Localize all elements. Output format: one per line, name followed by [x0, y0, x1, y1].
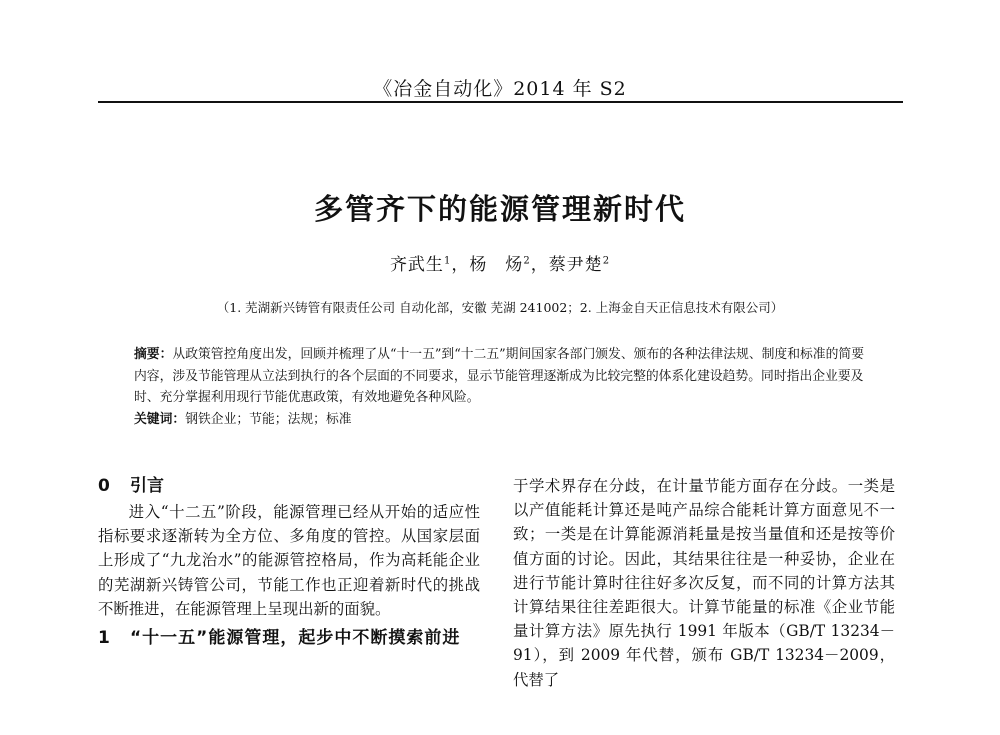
right-column — [513, 474, 895, 692]
keywords-text: 钢铁企业；节能；法规；标准 — [185, 412, 352, 427]
author-name: 杨 炀 — [469, 255, 524, 275]
section-title: “十一五”能源管理，起步中不断摸索前进 — [130, 628, 461, 649]
abstract-text: 从政策管控角度出发，回顾并梳理了从“十一五”到“十二五”期间国家各部门颁发、颁布的各种法律法规、制度和标准的简要内容，涉及节能管理从立法到执行的各个层面的不同要求，显示节能管理逐渐成为比较完整的体系化建设趋势。同时指出企业要及时、充分掌握利用现行节能优惠政策，有效地避免各种风险。 — [134, 347, 864, 405]
author-separator: ， — [451, 255, 470, 275]
section-1-heading — [98, 623, 480, 653]
author-name: 蔡尹楚 — [548, 255, 603, 275]
author-affiliation-mark: 1 — [443, 255, 452, 267]
paper-title: 多管齐下的能源管理新时代 — [313, 192, 686, 226]
header-rule — [98, 101, 903, 103]
section-0-heading — [98, 474, 480, 498]
keywords — [134, 409, 874, 431]
section-0-paragraph: 进入“十二五”阶段，能源管理已经从开始的适应性指标要求逐渐转为全方位、多角度的管控。从国家层面上形成了“九龙治水”的能源管控格局，作为高耗能企业的芜湖新兴铸管公司，节能工作也正迎着新时代的挑战不断推进，在能源管理上呈现出新的面貌。 — [98, 503, 480, 618]
author-name: 齐武生 — [389, 255, 444, 275]
section-number: 1 — [98, 628, 110, 649]
section-number: 0 — [98, 476, 110, 496]
section-title: 引言 — [130, 476, 164, 496]
affiliation: （1. 芜湖新兴铸管有限责任公司 自动化部，安徽 芜湖 241002；2. 上海金自天正信息技术有限公司） — [216, 300, 784, 315]
body-paragraph: 于学术界存在分歧，在计量节能方面存在分歧。一类是以产值能耗计算还是吨产品综合能耗计算方面意见不一致；一类是在计算能源消耗量是按当量值和还是按等价值方面的讨论。因此，其结果往往是一种妥协，企业在进行节能计算时往往好多次反复，而不同的计算方法其计算结果往往差距很大。计算节能量的标准《企业节能量计算方法》原先执行 1991 年版本（GB/T 13234－91），到 2009 年代替，颁布 GB/T 13234－2009，代替了 — [513, 477, 895, 689]
abstract — [134, 344, 874, 409]
author-separator: ， — [530, 255, 549, 275]
author-affiliation-mark: 2 — [602, 255, 611, 267]
left-column — [98, 474, 480, 653]
keywords-label: 关键词： — [134, 412, 186, 427]
abstract-label: 摘要： — [134, 347, 173, 362]
author-affiliation-mark: 2 — [523, 255, 531, 267]
journal-header: 《冶金自动化》2014 年 S2 — [373, 78, 627, 100]
author-line — [0, 250, 1000, 275]
